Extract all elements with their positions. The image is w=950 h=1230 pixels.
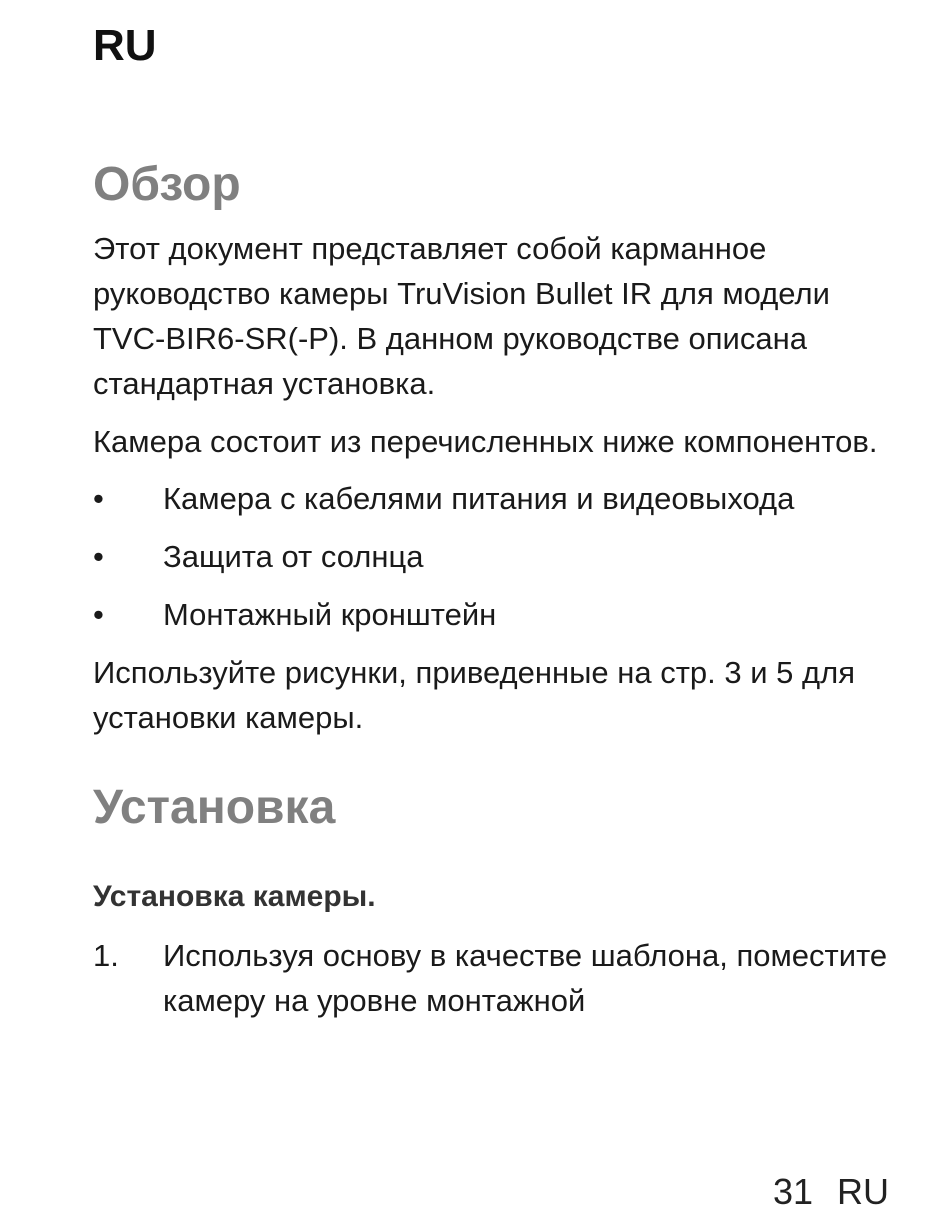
footer-lang: RU (837, 1171, 889, 1212)
list-item (93, 534, 893, 579)
installation-steps (93, 933, 893, 1023)
overview-heading: Обзор (93, 158, 241, 211)
bullet-icon: • (93, 539, 104, 574)
list-item-text: Монтажный кронштейн (163, 597, 497, 632)
components-intro-paragraph: Камера состоит из перечисленных ниже компонентов. (93, 424, 878, 459)
page-footer (773, 1170, 889, 1214)
list-item (93, 476, 893, 521)
figures-note-paragraph: Используйте рисунки, приведенные на стр. 3 и 5 для установки камеры. (93, 655, 855, 735)
step-text: Используя основу в качестве шаблона, поместите камеру на уровне монтажной (163, 938, 888, 1018)
components-list (93, 476, 893, 637)
bullet-icon: • (93, 597, 104, 632)
step-number: 1. (93, 938, 119, 973)
page-content (93, 154, 893, 1023)
list-item-text: Камера с кабелями питания и видеовыхода (163, 481, 795, 516)
page-number: 31 (772, 1171, 813, 1212)
list-item (93, 592, 893, 637)
intro-paragraph: Этот документ представляет собой карманное руководство камеры TruVision Bullet IR для модели TVC-BIR6-SR(-P). В данном руководстве описана стандартная установка. (93, 231, 830, 401)
list-item-text: Защита от солнца (163, 539, 424, 574)
installation-subheading: Установка камеры. (93, 880, 376, 913)
language-tag: RU (93, 21, 157, 70)
step-item (93, 933, 893, 1023)
installation-heading: Установка (93, 781, 336, 834)
bullet-icon: • (93, 481, 104, 516)
